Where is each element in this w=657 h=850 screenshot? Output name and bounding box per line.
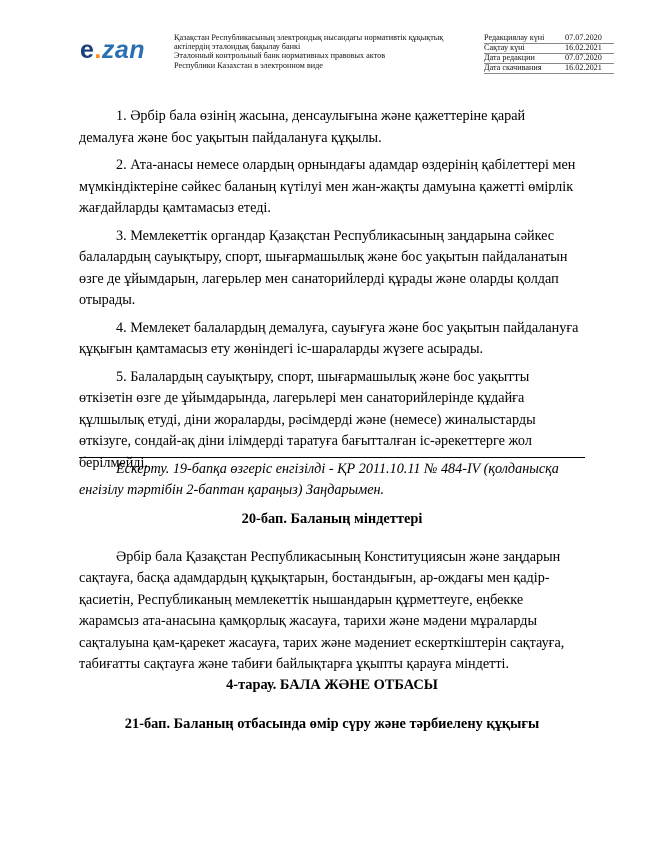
text-line: 2. Ата-анасы немесе олардың орнындағы адамдар өздерінің қабілеттері мен xyxy=(116,157,576,173)
paragraph-1 xyxy=(79,106,585,149)
document-header xyxy=(0,0,657,90)
article-21-title: 21-бап. Баланың отбасында өмір сүру және тәрбиелену құқығы xyxy=(124,716,540,732)
text-line: өткізетін өзге де ұйымдарында, лагерьлері мен санаторийлерінде құдайға xyxy=(79,390,525,406)
text-line: 3. Мемлекеттік органдар Қазақстан Республикасының заңдарына сәйкес xyxy=(116,227,555,244)
logo-dot: . xyxy=(94,36,102,64)
text-line: құлшылық етуді, діни жораларды, рәсімдерді және (немесе) жиналыстарды xyxy=(79,411,536,428)
text-line: отырады. xyxy=(79,292,136,308)
note-line: Ескерту. 19-бапқа өзгеріс енгізілді - ҚР 2011.10.11 № 484-IV (қолданысқа xyxy=(116,461,559,477)
text-line: табиғатты сақтауға және табиғи байлықтарға ұқыпты қарауға міндетті. xyxy=(79,656,510,673)
paragraph-2 xyxy=(79,155,585,220)
header-line: актілердің эталондық бақылау банкі xyxy=(174,42,301,52)
note-divider xyxy=(79,457,585,458)
meta-key: Дата скачивания xyxy=(484,63,542,73)
article-19-body xyxy=(79,106,585,474)
header-line: Қазақстан Республикасының электрондық нысандағы нормативтік құқықтық xyxy=(174,33,444,42)
header-meta-table xyxy=(484,34,614,74)
text-line: өзге де ұйымдарын, лагерьлер мен санаторийлерді құрады және оларды қолдап xyxy=(79,270,559,287)
text-line: өткізуге, сондай-ақ діни ілімдерді таратуға бағытталған іс-әрекеттерге жол xyxy=(79,433,532,449)
ezan-logo[interactable] xyxy=(80,36,145,65)
text-line: жағдайларды қамтамасыз етеді. xyxy=(79,200,271,216)
chapter-4-title: 4-тарау. БАЛА ЖӘНЕ ОТБАСЫ xyxy=(226,677,438,693)
meta-value: 16.02.2021 xyxy=(565,43,602,53)
text-line: 4. Мемлекет балалардың демалуға, сауығуға және бос уақытын пайдалануға xyxy=(116,319,579,336)
text-line: құқығын қамтамасыз ету жөніндегі іс-шараларды жүзеге асырады. xyxy=(79,341,484,357)
note-line: енгізілу тәртібін 2-баптан қараңыз) Заңдарымен. xyxy=(79,482,385,498)
article-20-body xyxy=(79,547,585,675)
meta-value: 16.02.2021 xyxy=(565,63,602,73)
text-line: мүмкіндіктеріне сәйкес баланың күтілуі мен жан-жақты дамуына қажетті өмірлік xyxy=(79,178,574,195)
article-20-title: 20-бап. Баланың міндеттері xyxy=(241,511,423,527)
text-line: 5. Балалардың сауықтыру, спорт, шығармашылық және бос уақытты xyxy=(116,368,530,385)
meta-key: Сақтау күні xyxy=(484,43,525,53)
text-line: қасиетін, Республиканың мемлекеттік нышандарын құрметтеуге, еңбекке xyxy=(79,591,524,608)
header-line: Эталонный контрольный банк нормативных правовых актов xyxy=(174,51,386,61)
meta-key: Дата редакции xyxy=(484,53,535,63)
text-line: балалардың сауықтыру, спорт, шығармашылық және бос уақытын пайдаланатын xyxy=(79,249,568,265)
logo-e: e xyxy=(80,36,95,64)
text-line: жарамсыз ата-анасына қамқорлық жасауға, тарихи және мәдени мұраларды xyxy=(79,613,538,630)
header-title-block xyxy=(174,33,474,70)
text-line: сақталуына қам-қарекет жасауға, тарих және мәдениет ескерткіштерін сақтауға, xyxy=(79,634,565,651)
meta-value: 07.07.2020 xyxy=(565,53,602,63)
logo-zan: zan xyxy=(101,36,146,64)
meta-row xyxy=(484,64,614,74)
article-20-paragraph xyxy=(79,547,585,675)
text-line: берілмейді. xyxy=(79,454,149,471)
text-line: Әрбір бала Қазақстан Республикасының Конституциясын және заңдарын xyxy=(116,549,561,565)
text-line: 1. Әрбір бала өзінің жасына, денсаулығына және қажеттеріне қарай xyxy=(116,108,526,124)
paragraph-4 xyxy=(79,318,585,361)
meta-value: 07.07.2020 xyxy=(565,33,602,42)
paragraph-3 xyxy=(79,226,585,312)
header-line: Республики Казахстан в электронном виде xyxy=(174,60,323,70)
text-line: сақтауға, басқа адамдардың құқықтарын, бостандығын, ар-ождағы мен қадір- xyxy=(79,570,550,587)
meta-key: Редакциялау күні xyxy=(484,33,545,42)
amendment-note xyxy=(79,459,585,501)
text-line: демалуға және бос уақытын пайдалануға құқылы. xyxy=(79,129,382,146)
